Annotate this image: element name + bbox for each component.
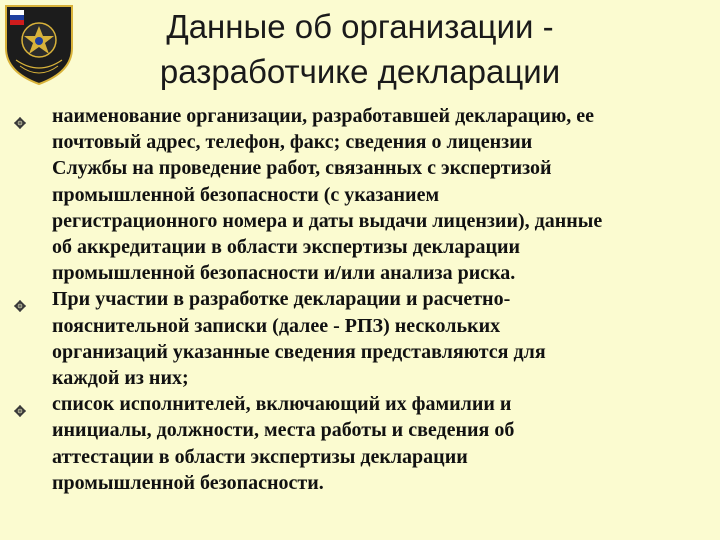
list-item-line: наименование организации, разработавшей декларацию, ее	[52, 105, 595, 127]
list-item-line: организаций указанные сведения представляются для	[52, 340, 546, 363]
list-item	[14, 286, 714, 391]
list-item-line: Службы на проведение работ, связанных с экспертизой	[52, 157, 552, 180]
list-item-line: регистрационного номера и даты выдачи лицензии), данные	[52, 209, 603, 232]
list-item-line: аттестации в области экспертизы декларации	[52, 445, 468, 468]
list-item-line: промышленной безопасности.	[52, 471, 324, 494]
list-item-line: промышленной безопасности (с указанием	[52, 183, 440, 206]
bullet-list	[14, 103, 714, 496]
list-item-line: инициалы, должности, места работы и сведения об	[52, 419, 515, 442]
list-item	[14, 391, 714, 496]
list-item-line: почтовый адрес, телефон, факс; сведения о лицензии	[52, 131, 533, 154]
list-item-line: пояснительной записки (далее - РПЗ) нескольких	[52, 314, 501, 337]
diamond-bullet-icon	[14, 398, 26, 410]
list-item-line: промышленной безопасности и/или анализа риска.	[52, 262, 516, 285]
list-item-line: об аккредитации в области экспертизы декларации	[52, 236, 521, 259]
emblem-icon	[2, 2, 76, 86]
list-item-line: список исполнителей, включающий их фамилии и	[52, 393, 512, 416]
list-item-line: При участии в разработке декларации и расчетно-	[52, 288, 511, 311]
diamond-bullet-icon	[14, 110, 26, 122]
diamond-bullet-icon	[14, 293, 26, 305]
page-title	[80, 4, 640, 94]
title-line: разработчике декларации	[159, 53, 561, 90]
list-item	[14, 103, 714, 286]
list-item-line: каждой из них;	[52, 367, 189, 390]
title-line: Данные об организации -	[166, 8, 554, 45]
